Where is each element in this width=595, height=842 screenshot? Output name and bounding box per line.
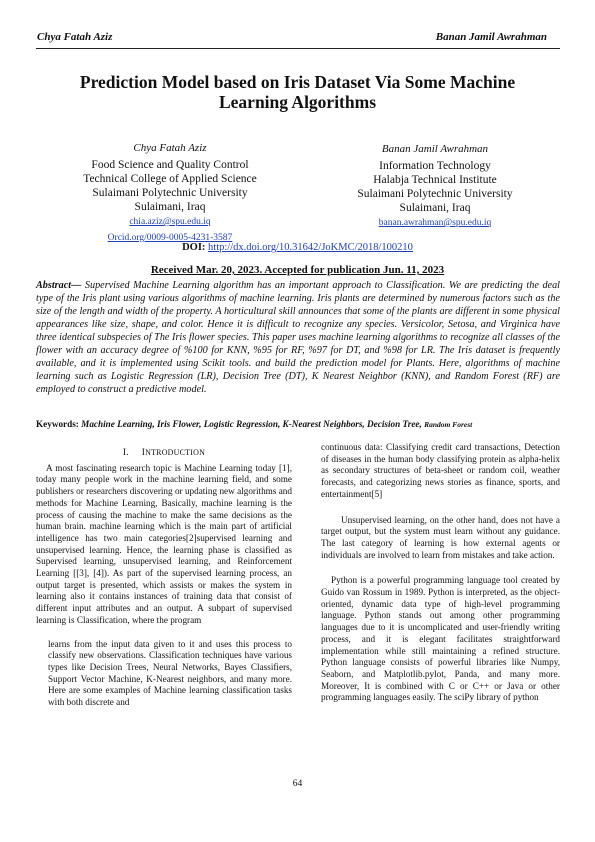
body-column-right <box>321 442 560 704</box>
doi-link[interactable]: http://dx.doi.org/10.31642/JoKMC/2018/100210 <box>208 242 413 253</box>
page-number: 64 <box>292 779 303 789</box>
author-orcid-link[interactable]: Orcid.org/0009-0005-4231-3587 <box>107 233 233 243</box>
received-text: Received Mar. 20, 2023. Accepted for publication Jun. 11, 2023 <box>150 264 445 276</box>
author-affiliation-line: Information Technology <box>379 160 491 172</box>
body-column-left <box>36 447 292 709</box>
abstract <box>36 279 560 396</box>
keywords-label: Keywords: <box>36 419 79 429</box>
section-number: I. <box>122 448 129 458</box>
author-email-link[interactable]: banan.awrahman@spu.edu.iq <box>378 218 492 228</box>
author-block-2 <box>330 142 540 231</box>
paragraph-gap <box>36 627 292 639</box>
author-email-link[interactable]: chia.aziz@spu.edu.iq <box>129 217 211 227</box>
paragraph: learns from the input data given to it and uses this process to classify new observations. Classification techniques have various types like Decision Trees, Neural Networks, Bayes Classifiers, Support Vector Machine, K-Nearest neighbors, and many more. Here are some examples of Machine learning classification tasks with both discrete and <box>48 638 292 708</box>
paper-title: Prediction Model based on Iris Dataset Via Some Machine Learning Algorithms <box>79 72 516 112</box>
author-affiliation-line: Sulaimani Polytechnic University <box>357 188 513 200</box>
paragraph-gap <box>321 561 560 575</box>
paragraph: Python is a powerful programming language tool created by Guido van Rossum in 1989. Python is interpreted, as the object-oriented, dynamic data type of high-level programming language. Python stands out among other programming languages due to it is uncomplicated and user-friendly writing process, and it is elegant facilitates straightforward implementation while still maintaining a refined structure. Python language consists of powerful libraries like Numpy, Seaborn, and Matplotlib.pylot, Panda, and many more. Moreover, It is combined with C or C++ or Java or other programming languages easily. The sciPy library of python <box>321 575 560 703</box>
received-accepted-line <box>0 264 595 276</box>
section-heading-introduction <box>36 447 292 460</box>
author-name: Banan Jamil Awrahman <box>381 143 489 155</box>
author-affiliation-line: Sulaimani, Iraq <box>134 201 206 213</box>
paragraph: Unsupervised learning, on the other hand, does not have a target output, but the system must learn without any guidance. The last category of learning is how external agents or individuals are involved to learn from mistakes and take action. <box>321 514 560 560</box>
doi-line <box>0 242 595 253</box>
author-affiliation-line: Food Science and Quality Control <box>91 159 249 171</box>
paragraph-gap <box>321 501 560 515</box>
keywords-text: Machine Learning, Iris Flower, Logistic Regression, K-Nearest Neighbors, Decision Tree, <box>81 419 422 429</box>
keywords <box>36 418 560 431</box>
abstract-text: Supervised Machine Learning algorithm has an important approach to Classification. We are predicting the deal type of the Iris plant using various algorithms of machine learning. Iris plants are determined by numerous factors such as the size of the length and width of the property. A horticultural skill announces that some of the plants are different in some physical appearances like size, shape, and color. Hence it is difficult to recognize any species. Versicolor, Setosa, and Virginica have three identical subspecies of The Iris flower species. This paper uses machine learning algorithms to recognize all classes of the flower with an accuracy degree of %100 for KNN, %95 for RF, %97 for DT, and %98 for LR. The Iris dataset is frequently available, and it is implemented using Scikit tools. and build the prediction model for Plants. Here, algorithms of machine learning such as Logistic Regression (LR), Decision Tree (DT), K Nearest Neighbor (KNN), and Random Forest (RF) are employed to construct a predictive model. <box>36 280 560 395</box>
paragraph: A most fascinating research topic is Machine Learning today [1], today many people work in the machine learning field, and some publishers or researchers discovering or updating new algorithms and methods for Machine Learning, Basically, machine learning is the process of causing the machine to make the same decisions as the human brain. machine learning which is the main part of artificial intelligence has two main categories[2]supervised learning and unsupervised learning. Hence, the learning phase is classified as Supervised learning, unsupervised learning, and Reinforcement Learning [[3], [4]). As part of the supervised learning process, an output target is presented, which assists or makes the system in learning also it contains instances of training data that consist of different input attributes and an output. A subpart of supervised learning is Classification, where the program <box>36 462 292 625</box>
abstract-label: Abstract— <box>36 280 82 291</box>
author-affiliation-line: Sulaimani, Iraq <box>399 202 471 214</box>
author-affiliation-line: Sulaimani Polytechnic University <box>92 187 248 199</box>
section-title-initial: I <box>141 448 146 458</box>
running-header-left: Chya Fatah Aziz <box>37 31 113 43</box>
running-header-right: Banan Jamil Awrahman <box>435 31 547 43</box>
author-name: Chya Fatah Aziz <box>133 142 207 154</box>
section-title-rest: NTRODUCTION <box>145 448 206 457</box>
paragraph: continuous data: Classifying credit card transactions, Detection of diseases in the human body classifying protein as alpha-helix as secondary structures of beta-sheet or random coil, weather forecasts, and categorizing news stories as finance, sports, and entertainment[5] <box>321 442 560 499</box>
keywords-last: Random Forest <box>424 420 473 429</box>
author-block-1 <box>60 141 280 246</box>
author-affiliation-line: Technical College of Applied Science <box>83 173 257 185</box>
doi-label: DOI: <box>182 242 206 253</box>
header-rule <box>36 48 560 49</box>
author-affiliation-line: Halabja Technical Institute <box>373 174 497 186</box>
